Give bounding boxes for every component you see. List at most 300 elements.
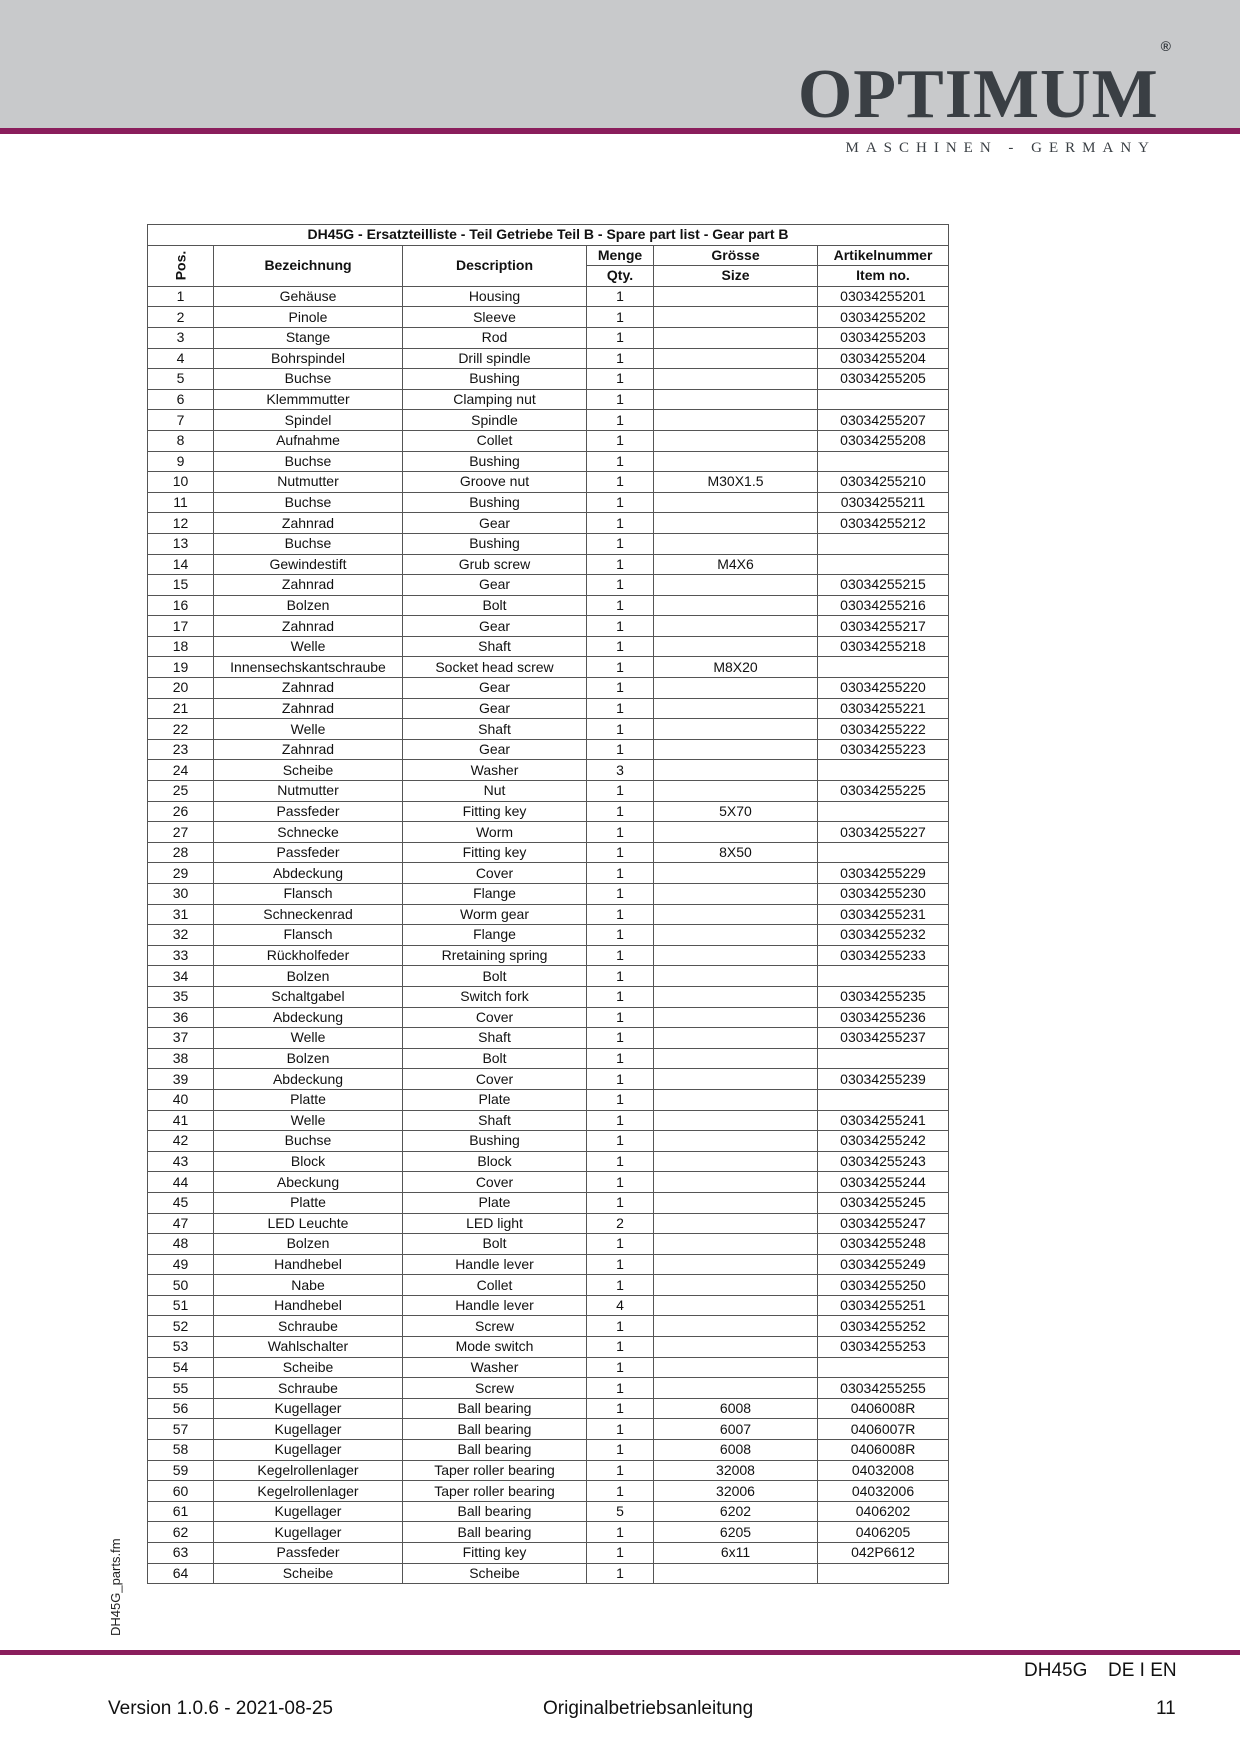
cell-size xyxy=(654,1089,818,1110)
cell-bezeichnung: Schraube xyxy=(214,1378,403,1399)
cell-qty: 1 xyxy=(587,986,654,1007)
cell-qty: 1 xyxy=(587,348,654,369)
cell-pos: 58 xyxy=(148,1440,214,1461)
cell-item-no xyxy=(818,657,949,678)
cell-item-no: 03034255207 xyxy=(818,410,949,431)
cell-description: Mode switch xyxy=(403,1337,587,1358)
cell-pos: 48 xyxy=(148,1234,214,1255)
cell-pos: 39 xyxy=(148,1069,214,1090)
cell-item-no: 03034255247 xyxy=(818,1213,949,1234)
side-file-label: DH45G_parts.fm xyxy=(108,1538,123,1636)
cell-qty: 1 xyxy=(587,719,654,740)
cell-pos: 32 xyxy=(148,925,214,946)
cell-size xyxy=(654,348,818,369)
cell-pos: 40 xyxy=(148,1089,214,1110)
table-row xyxy=(148,1357,949,1378)
table-row xyxy=(148,1254,949,1275)
cell-qty: 3 xyxy=(587,760,654,781)
table-row xyxy=(148,1028,949,1049)
cell-bezeichnung: Schnecke xyxy=(214,822,403,843)
cell-description: Gear xyxy=(403,678,587,699)
table-row xyxy=(148,348,949,369)
cell-description: Cover xyxy=(403,1069,587,1090)
cell-size: 8X50 xyxy=(654,842,818,863)
cell-qty: 1 xyxy=(587,575,654,596)
table-row xyxy=(148,369,949,390)
cell-item-no: 03034255244 xyxy=(818,1172,949,1193)
cell-item-no: 03034255215 xyxy=(818,575,949,596)
cell-qty: 1 xyxy=(587,1522,654,1543)
cell-size xyxy=(654,369,818,390)
cell-description: Washer xyxy=(403,1357,587,1378)
cell-pos: 17 xyxy=(148,616,214,637)
cell-bezeichnung: Passfeder xyxy=(214,801,403,822)
cell-item-no: 03034255212 xyxy=(818,513,949,534)
cell-size xyxy=(654,925,818,946)
cell-description: Worm gear xyxy=(403,904,587,925)
cell-pos: 7 xyxy=(148,410,214,431)
cell-qty: 1 xyxy=(587,1234,654,1255)
cell-item-no xyxy=(818,760,949,781)
cell-bezeichnung: Flansch xyxy=(214,884,403,905)
cell-description: Collet xyxy=(403,1275,587,1296)
cell-size xyxy=(654,1295,818,1316)
cell-pos: 63 xyxy=(148,1543,214,1564)
cell-qty: 1 xyxy=(587,801,654,822)
cell-size xyxy=(654,1234,818,1255)
cell-qty: 1 xyxy=(587,1254,654,1275)
cell-pos: 15 xyxy=(148,575,214,596)
cell-bezeichnung: Buchse xyxy=(214,533,403,554)
cell-qty: 1 xyxy=(587,842,654,863)
cell-qty: 1 xyxy=(587,492,654,513)
footer-model: DH45G xyxy=(1024,1660,1088,1681)
cell-qty: 1 xyxy=(587,925,654,946)
cell-description: Shaft xyxy=(403,1110,587,1131)
cell-description: Switch fork xyxy=(403,986,587,1007)
cell-bezeichnung: Spindel xyxy=(214,410,403,431)
cell-size xyxy=(654,678,818,699)
table-row xyxy=(148,1172,949,1193)
cell-pos: 50 xyxy=(148,1275,214,1296)
cell-size: 6202 xyxy=(654,1501,818,1522)
cell-qty: 2 xyxy=(587,1213,654,1234)
table-row xyxy=(148,884,949,905)
cell-item-no: 03034255203 xyxy=(818,327,949,348)
cell-bezeichnung: Abeckung xyxy=(214,1172,403,1193)
cell-qty: 1 xyxy=(587,430,654,451)
cell-size xyxy=(654,595,818,616)
cell-qty: 1 xyxy=(587,369,654,390)
cell-item-no xyxy=(818,1048,949,1069)
cell-item-no: 03034255239 xyxy=(818,1069,949,1090)
cell-size xyxy=(654,307,818,328)
cell-description: Spindle xyxy=(403,410,587,431)
cell-pos: 60 xyxy=(148,1481,214,1502)
cell-item-no: 0406205 xyxy=(818,1522,949,1543)
cell-pos: 54 xyxy=(148,1357,214,1378)
cell-bezeichnung: Zahnrad xyxy=(214,739,403,760)
cell-pos: 38 xyxy=(148,1048,214,1069)
cell-qty: 1 xyxy=(587,410,654,431)
cell-pos: 9 xyxy=(148,451,214,472)
cell-bezeichnung: Passfeder xyxy=(214,842,403,863)
cell-size: 32008 xyxy=(654,1460,818,1481)
cell-pos: 37 xyxy=(148,1028,214,1049)
cell-qty: 1 xyxy=(587,1110,654,1131)
cell-pos: 4 xyxy=(148,348,214,369)
cell-pos: 27 xyxy=(148,822,214,843)
cell-pos: 8 xyxy=(148,430,214,451)
cell-size: M30X1.5 xyxy=(654,472,818,493)
cell-description: Cover xyxy=(403,1007,587,1028)
cell-item-no: 03034255245 xyxy=(818,1192,949,1213)
cell-description: Bushing xyxy=(403,1131,587,1152)
cell-bezeichnung: LED Leuchte xyxy=(214,1213,403,1234)
cell-item-no: 03034255235 xyxy=(818,986,949,1007)
cell-qty: 1 xyxy=(587,781,654,802)
cell-size xyxy=(654,739,818,760)
cell-item-no: 03034255255 xyxy=(818,1378,949,1399)
table-row xyxy=(148,1069,949,1090)
cell-description: Clamping nut xyxy=(403,389,587,410)
cell-pos: 57 xyxy=(148,1419,214,1440)
cell-bezeichnung: Scheibe xyxy=(214,760,403,781)
cell-bezeichnung: Kegelrollenlager xyxy=(214,1481,403,1502)
cell-description: Groove nut xyxy=(403,472,587,493)
cell-qty: 1 xyxy=(587,1028,654,1049)
cell-size xyxy=(654,1048,818,1069)
cell-size: 6008 xyxy=(654,1440,818,1461)
cell-pos: 24 xyxy=(148,760,214,781)
cell-bezeichnung: Welle xyxy=(214,1110,403,1131)
cell-description: Bolt xyxy=(403,1234,587,1255)
cell-item-no: 03034255210 xyxy=(818,472,949,493)
cell-item-no xyxy=(818,1563,949,1584)
cell-description: Ball bearing xyxy=(403,1440,587,1461)
cell-description: Washer xyxy=(403,760,587,781)
cell-description: Ball bearing xyxy=(403,1522,587,1543)
table-row xyxy=(148,1440,949,1461)
cell-description: Drill spindle xyxy=(403,348,587,369)
cell-item-no: 03034255251 xyxy=(818,1295,949,1316)
cell-qty: 1 xyxy=(587,616,654,637)
cell-description: Ball bearing xyxy=(403,1398,587,1419)
cell-bezeichnung: Passfeder xyxy=(214,1543,403,1564)
cell-size xyxy=(654,719,818,740)
cell-item-no: 03034255223 xyxy=(818,739,949,760)
registered-mark: ® xyxy=(1160,37,1172,54)
cell-qty: 1 xyxy=(587,1419,654,1440)
cell-size xyxy=(654,1316,818,1337)
cell-qty: 1 xyxy=(587,739,654,760)
cell-bezeichnung: Rückholfeder xyxy=(214,945,403,966)
cell-item-no xyxy=(818,389,949,410)
table-row xyxy=(148,678,949,699)
cell-bezeichnung: Welle xyxy=(214,636,403,657)
cell-size: 6008 xyxy=(654,1398,818,1419)
cell-size xyxy=(654,760,818,781)
cell-size: 6205 xyxy=(654,1522,818,1543)
cell-description: Rod xyxy=(403,327,587,348)
table-row xyxy=(148,1234,949,1255)
cell-qty: 1 xyxy=(587,945,654,966)
cell-bezeichnung: Kugellager xyxy=(214,1440,403,1461)
cell-pos: 36 xyxy=(148,1007,214,1028)
cell-item-no: 04032006 xyxy=(818,1481,949,1502)
table-row xyxy=(148,595,949,616)
cell-qty: 1 xyxy=(587,1275,654,1296)
cell-qty: 1 xyxy=(587,636,654,657)
cell-pos: 59 xyxy=(148,1460,214,1481)
cell-item-no: 03034255204 xyxy=(818,348,949,369)
cell-item-no: 03034255249 xyxy=(818,1254,949,1275)
cell-size xyxy=(654,1151,818,1172)
table-row xyxy=(148,472,949,493)
cell-item-no: 03034255241 xyxy=(818,1110,949,1131)
cell-pos: 43 xyxy=(148,1151,214,1172)
cell-size xyxy=(654,781,818,802)
cell-qty: 1 xyxy=(587,678,654,699)
cell-item-no: 0406007R xyxy=(818,1419,949,1440)
cell-qty: 1 xyxy=(587,307,654,328)
cell-size xyxy=(654,327,818,348)
cell-size: 32006 xyxy=(654,1481,818,1502)
cell-pos: 13 xyxy=(148,533,214,554)
cell-size xyxy=(654,513,818,534)
cell-bezeichnung: Schneckenrad xyxy=(214,904,403,925)
cell-bezeichnung: Buchse xyxy=(214,1131,403,1152)
cell-description: Collet xyxy=(403,430,587,451)
cell-size xyxy=(654,389,818,410)
cell-description: Grub screw xyxy=(403,554,587,575)
cell-qty: 1 xyxy=(587,533,654,554)
cell-item-no: 03034255202 xyxy=(818,307,949,328)
cell-size xyxy=(654,1254,818,1275)
cell-item-no xyxy=(818,451,949,472)
cell-qty: 1 xyxy=(587,1357,654,1378)
cell-description: Scheibe xyxy=(403,1563,587,1584)
cell-item-no: 03034255229 xyxy=(818,863,949,884)
table-row xyxy=(148,822,949,843)
table-row xyxy=(148,1151,949,1172)
cell-description: Screw xyxy=(403,1378,587,1399)
cell-bezeichnung: Bolzen xyxy=(214,1048,403,1069)
table-row xyxy=(148,1337,949,1358)
cell-description: Bolt xyxy=(403,1048,587,1069)
cell-bezeichnung: Zahnrad xyxy=(214,575,403,596)
table-row xyxy=(148,1213,949,1234)
cell-pos: 6 xyxy=(148,389,214,410)
cell-pos: 31 xyxy=(148,904,214,925)
cell-qty: 1 xyxy=(587,1069,654,1090)
cell-size xyxy=(654,986,818,1007)
cell-bezeichnung: Gehäuse xyxy=(214,286,403,307)
cell-pos: 2 xyxy=(148,307,214,328)
table-row xyxy=(148,719,949,740)
cell-description: Fitting key xyxy=(403,801,587,822)
cell-description: Fitting key xyxy=(403,1543,587,1564)
cell-pos: 55 xyxy=(148,1378,214,1399)
cell-bezeichnung: Kugellager xyxy=(214,1501,403,1522)
table-row xyxy=(148,801,949,822)
cell-item-no: 03034255250 xyxy=(818,1275,949,1296)
cell-size xyxy=(654,904,818,925)
cell-qty: 1 xyxy=(587,286,654,307)
cell-description: Gear xyxy=(403,739,587,760)
cell-size xyxy=(654,1213,818,1234)
table-row xyxy=(148,410,949,431)
cell-description: Plate xyxy=(403,1089,587,1110)
cell-bezeichnung: Schaltgabel xyxy=(214,986,403,1007)
cell-size xyxy=(654,1357,818,1378)
cell-pos: 42 xyxy=(148,1131,214,1152)
cell-size xyxy=(654,451,818,472)
cell-pos: 1 xyxy=(148,286,214,307)
cell-item-no: 0406008R xyxy=(818,1440,949,1461)
table-row xyxy=(148,575,949,596)
cell-qty: 1 xyxy=(587,966,654,987)
cell-bezeichnung: Nabe xyxy=(214,1275,403,1296)
cell-bezeichnung: Buchse xyxy=(214,492,403,513)
cell-bezeichnung: Gewindestift xyxy=(214,554,403,575)
table-row xyxy=(148,1419,949,1440)
cell-qty: 1 xyxy=(587,1337,654,1358)
cell-item-no: 03034255216 xyxy=(818,595,949,616)
table-row xyxy=(148,1398,949,1419)
cell-size xyxy=(654,1028,818,1049)
cell-size xyxy=(654,1563,818,1584)
cell-description: Bolt xyxy=(403,595,587,616)
cell-item-no: 03034255243 xyxy=(818,1151,949,1172)
table-row xyxy=(148,1131,949,1152)
cell-description: Gear xyxy=(403,616,587,637)
cell-pos: 44 xyxy=(148,1172,214,1193)
cell-item-no: 0406202 xyxy=(818,1501,949,1522)
cell-item-no: 03034255205 xyxy=(818,369,949,390)
table-row xyxy=(148,430,949,451)
table-row xyxy=(148,1460,949,1481)
cell-item-no: 03034255236 xyxy=(818,1007,949,1028)
cell-bezeichnung: Scheibe xyxy=(214,1563,403,1584)
cell-description: Plate xyxy=(403,1192,587,1213)
table-row xyxy=(148,1378,949,1399)
cell-qty: 1 xyxy=(587,513,654,534)
header-pos: Pos. xyxy=(148,245,214,286)
cell-description: Bushing xyxy=(403,533,587,554)
cell-pos: 35 xyxy=(148,986,214,1007)
table-row xyxy=(148,842,949,863)
table-row xyxy=(148,945,949,966)
brand-tagline: MASCHINEN - GERMANY xyxy=(845,140,1156,156)
cell-size xyxy=(654,822,818,843)
cell-item-no: 03034255230 xyxy=(818,884,949,905)
table-row xyxy=(148,925,949,946)
cell-size xyxy=(654,430,818,451)
cell-size xyxy=(654,410,818,431)
cell-size xyxy=(654,1192,818,1213)
cell-description: Taper roller bearing xyxy=(403,1460,587,1481)
cell-bezeichnung: Platte xyxy=(214,1192,403,1213)
cell-bezeichnung: Kugellager xyxy=(214,1419,403,1440)
table-row xyxy=(148,1501,949,1522)
cell-bezeichnung: Kegelrollenlager xyxy=(214,1460,403,1481)
table-row xyxy=(148,1110,949,1131)
cell-item-no: 03034255237 xyxy=(818,1028,949,1049)
cell-item-no: 03034255208 xyxy=(818,430,949,451)
cell-qty: 1 xyxy=(587,884,654,905)
cell-item-no: 04032008 xyxy=(818,1460,949,1481)
cell-size xyxy=(654,1069,818,1090)
table-body xyxy=(148,286,949,1583)
cell-qty: 1 xyxy=(587,1378,654,1399)
cell-bezeichnung: Kugellager xyxy=(214,1398,403,1419)
table-title: DH45G - Ersatzteilliste - Teil Getriebe Teil B - Spare part list - Gear part B xyxy=(148,225,949,246)
footer-rule xyxy=(0,1650,1240,1655)
table-row xyxy=(148,1007,949,1028)
cell-qty: 1 xyxy=(587,1460,654,1481)
cell-pos: 29 xyxy=(148,863,214,884)
cell-description: Shaft xyxy=(403,1028,587,1049)
brand-name: OPTIMUM xyxy=(797,56,1159,133)
cell-item-no: 03034255218 xyxy=(818,636,949,657)
cell-bezeichnung: Nutmutter xyxy=(214,781,403,802)
cell-size xyxy=(654,1007,818,1028)
table-row xyxy=(148,513,949,534)
cell-size xyxy=(654,1131,818,1152)
cell-item-no xyxy=(818,533,949,554)
cell-item-no: 03034255211 xyxy=(818,492,949,513)
cell-qty: 1 xyxy=(587,595,654,616)
table-row xyxy=(148,636,949,657)
cell-qty: 1 xyxy=(587,1563,654,1584)
table-row xyxy=(148,1543,949,1564)
cell-bezeichnung: Wahlschalter xyxy=(214,1337,403,1358)
cell-description: Handle lever xyxy=(403,1254,587,1275)
cell-description: LED light xyxy=(403,1213,587,1234)
cell-qty: 1 xyxy=(587,451,654,472)
cell-item-no: 03034255201 xyxy=(818,286,949,307)
table-row xyxy=(148,1192,949,1213)
cell-bezeichnung: Welle xyxy=(214,719,403,740)
table-row xyxy=(148,657,949,678)
cell-size: 5X70 xyxy=(654,801,818,822)
cell-bezeichnung: Zahnrad xyxy=(214,513,403,534)
table-row xyxy=(148,389,949,410)
cell-bezeichnung: Welle xyxy=(214,1028,403,1049)
table-row xyxy=(148,1316,949,1337)
cell-description: Shaft xyxy=(403,719,587,740)
cell-pos: 28 xyxy=(148,842,214,863)
cell-pos: 49 xyxy=(148,1254,214,1275)
table-row xyxy=(148,1481,949,1502)
cell-item-no: 03034255217 xyxy=(818,616,949,637)
table-row xyxy=(148,1048,949,1069)
table-row xyxy=(148,760,949,781)
cell-qty: 1 xyxy=(587,1192,654,1213)
cell-description: Screw xyxy=(403,1316,587,1337)
cell-pos: 26 xyxy=(148,801,214,822)
header-bezeichnung: Bezeichnung xyxy=(214,245,403,286)
cell-size xyxy=(654,636,818,657)
table-row xyxy=(148,1563,949,1584)
cell-pos: 47 xyxy=(148,1213,214,1234)
cell-description: Nut xyxy=(403,781,587,802)
cell-description: Gear xyxy=(403,698,587,719)
table-row xyxy=(148,986,949,1007)
cell-item-no xyxy=(818,842,949,863)
cell-bezeichnung: Bohrspindel xyxy=(214,348,403,369)
